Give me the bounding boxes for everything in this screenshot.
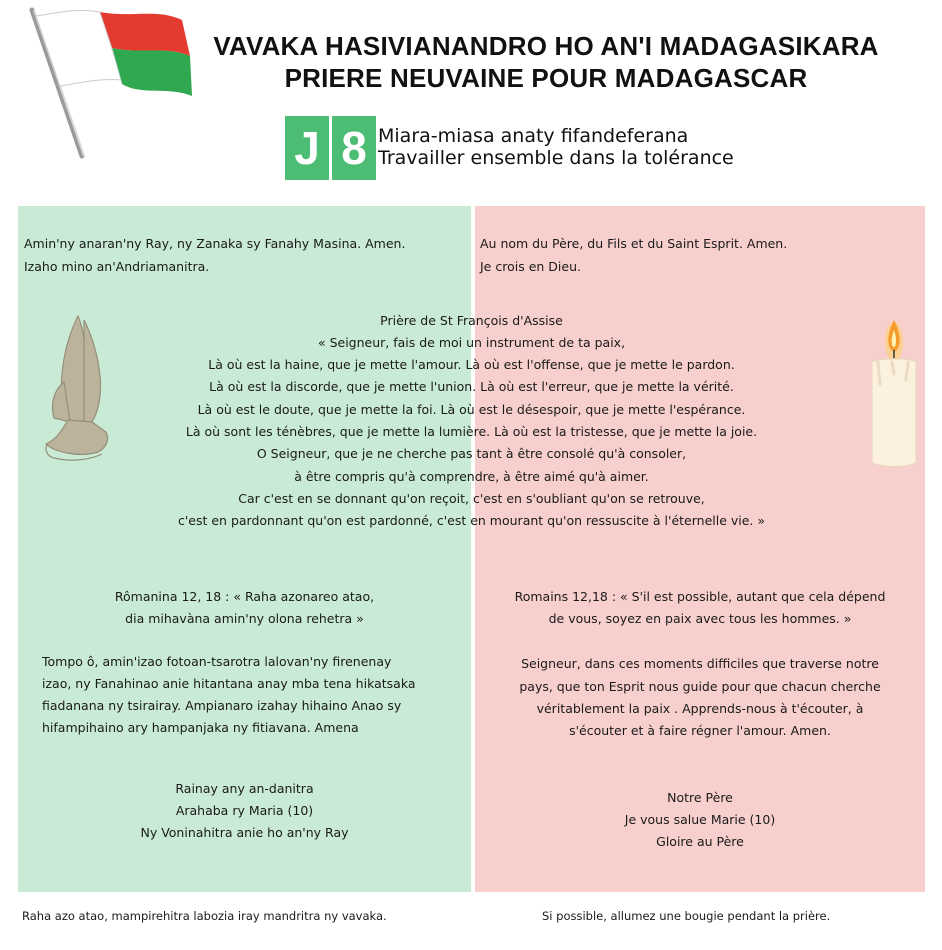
- title-line-2: PRIERE NEUVAINE POUR MADAGASCAR: [284, 63, 808, 93]
- prayer-line: Là où est la discorde, que je mette l'union. Là où est l'erreur, que je mette la vérité.: [209, 379, 734, 394]
- supplication-mg-line: izao, ny Fanahinao anie hitantana anay mba tena hikatsaka: [42, 676, 416, 691]
- closing-mg-line: Rainay any an-danitra: [175, 781, 314, 796]
- supplication-mg-line: hifampihaino ary hampanjaka ny fitiavana. Amena: [42, 720, 359, 735]
- prayer-line: Là où est le doute, que je mette la foi. Là où est le désespoir, que je mette l'espérance.: [197, 402, 746, 417]
- closing-fr-line: Notre Père: [667, 790, 733, 805]
- verse-mg-line-1: Rômanina 12, 18 : « Raha azonareo atao,: [114, 589, 375, 604]
- closing-mg-line: Arahaba ry Maria (10): [175, 803, 314, 818]
- verse-mg-line-2: dia mihavàna amin'ny olona rehetra »: [125, 611, 364, 626]
- opening-fr-line-1: Au nom du Père, du Fils et du Saint Esprit. Amen.: [480, 236, 788, 251]
- opening-mg-line-1: Amin'ny anaran'ny Ray, ny Zanaka sy Fanahy Masina. Amen.: [24, 236, 406, 251]
- verse-fr-line-2: de vous, soyez en paix avec tous les hommes. »: [548, 611, 852, 626]
- verse-fr-line-1: Romains 12,18 : « S'il est possible, autant que cela dépend: [514, 589, 886, 604]
- prayer-line: Car c'est en se donnant qu'on reçoit, c'est en s'oubliant qu'on se retrouve,: [238, 491, 705, 506]
- prayer-line: Là où est la haine, que je mette l'amour. Là où est l'offense, que je mette le pardon.: [208, 357, 735, 372]
- title-line-1: VAVAKA HASIVIANANDRO HO AN'I MADAGASIKARA: [213, 31, 879, 61]
- supplication-fr-line: pays, que ton Esprit nous guide pour que chacun cherche: [519, 679, 881, 694]
- closing-mg-line: Ny Voninahitra anie ho an'ny Ray: [140, 825, 349, 840]
- prayer-line: Là où sont les ténèbres, que je mette la lumière. Là où est la tristesse, que je mette la joie.: [185, 424, 758, 439]
- day-number-badge: 8: [332, 116, 376, 180]
- prayer-line: à être compris qu'à comprendre, à être aimé qu'à aimer.: [294, 469, 649, 484]
- prayer-line: « Seigneur, fais de moi un instrument de ta paix,: [317, 335, 626, 350]
- opening-mg-line-2: Izaho mino an'Andriamanitra.: [24, 259, 210, 274]
- supplication-fr-line: s'écouter et à faire régner l'amour. Amen.: [569, 723, 831, 738]
- footer-malagasy: Raha azo atao, mampirehitra labozia iray mandritra ny vavaka.: [22, 909, 387, 923]
- prayer-line: c'est en pardonnant qu'on est pardonné, c'est en mourant qu'on ressuscite à l'éternelle vie. »: [177, 513, 766, 528]
- subtitle-malagasy: Miara-miasa anaty fifandeferana: [378, 125, 689, 147]
- supplication-mg-line: fiadanana ny tsirairay. Ampianaro izahay hihaino Anao sy: [42, 698, 402, 713]
- prayer-title: Prière de St François d'Assise: [380, 313, 563, 328]
- day-letter-badge: J: [285, 116, 329, 180]
- supplication-fr-line: Seigneur, dans ces moments difficiles que traverse notre: [521, 656, 879, 671]
- subtitle-french: Travailler ensemble dans la tolérance: [378, 147, 734, 169]
- footer-french: Si possible, allumez une bougie pendant la prière.: [542, 909, 831, 923]
- prayer-line: O Seigneur, que je ne cherche pas tant à être consolé qu'à consoler,: [256, 446, 687, 461]
- closing-fr-line: Gloire au Père: [656, 834, 744, 849]
- closing-fr-line: Je vous salue Marie (10): [624, 812, 776, 827]
- supplication-fr-line: véritablement la paix . Apprends-nous à t'écouter, à: [536, 701, 864, 716]
- supplication-mg-line: Tompo ô, amin'izao fotoan-tsarotra lalovan'ny firenenay: [42, 654, 392, 669]
- opening-fr-line-2: Je crois en Dieu.: [480, 259, 581, 274]
